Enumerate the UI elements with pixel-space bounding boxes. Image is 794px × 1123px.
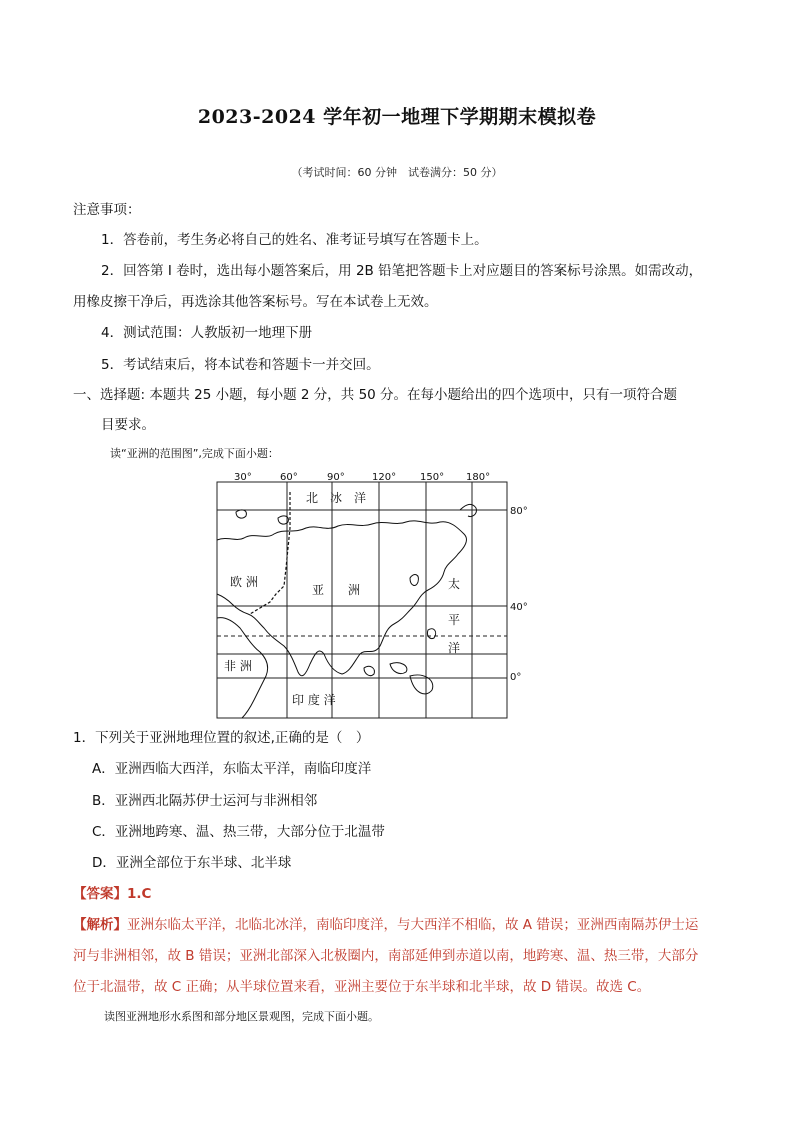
notice-item: 2．回答第 I 卷时，选出每小题答案后，用 2B 铅笔把答题卡上对应题目的答案标号涂黑。如需改动， bbox=[101, 263, 703, 279]
label-africa: 非 洲 bbox=[224, 659, 252, 673]
label-arctic-ocean: 北 冰 洋 bbox=[306, 491, 367, 505]
analysis-row bbox=[73, 913, 698, 933]
answer-row bbox=[73, 882, 151, 902]
label-indian-ocean: 印 度 洋 bbox=[292, 693, 336, 707]
notice-heading: 注意事项： bbox=[73, 202, 141, 218]
label-europe: 欧 洲 bbox=[230, 575, 258, 589]
lon-label: 90° bbox=[327, 472, 345, 483]
answer-label: 【答案】 bbox=[73, 886, 127, 902]
analysis-text: 位于北温带，故 C 正确；从半球位置来看，亚洲主要位于东半球和北半球，故 D 错误。故选 C。 bbox=[73, 979, 651, 995]
coastlines bbox=[217, 504, 476, 718]
section-heading-continued: 目要求。 bbox=[101, 417, 155, 433]
label-asia: 亚 洲 bbox=[312, 583, 361, 597]
answer-value: 1.C bbox=[127, 886, 152, 902]
next-question-intro: 读图亚洲地形水系图和部分地区景观图，完成下面小题。 bbox=[104, 1010, 379, 1023]
analysis-label: 【解析】 bbox=[73, 917, 127, 933]
option-c: C．亚洲地跨寒、温、热三带，大部分位于北温带 bbox=[92, 824, 385, 840]
lon-label: 30° bbox=[234, 472, 252, 483]
notice-item: 1．答卷前，考生务必将自己的姓名、准考证号填写在答题卡上。 bbox=[101, 232, 488, 248]
lat-label: 80° bbox=[510, 506, 528, 517]
notice-item: 4．测试范围：人教版初一地理下册 bbox=[101, 325, 313, 341]
lat-label: 0° bbox=[510, 672, 522, 683]
question-stem: 1．下列关于亚洲地理位置的叙述,正确的是（ ） bbox=[73, 730, 370, 746]
notice-item-continued: 用橡皮擦干净后，再选涂其他答案标号。写在本试卷上无效。 bbox=[73, 294, 438, 310]
option-b: B．亚洲西北隔苏伊士运河与非洲相邻 bbox=[92, 793, 318, 809]
analysis-text: 亚洲东临太平洋，北临北冰洋，南临印度洋，与大西洋不相临，故 A 错误；亚洲西南隔苏伊士运 bbox=[127, 917, 699, 933]
page-title: 2023-2024 学年初一地理下学期期末模拟卷 bbox=[197, 106, 597, 128]
exam-info: （考试时间：60 分钟 试卷满分：50 分） bbox=[291, 166, 503, 179]
lon-label: 60° bbox=[280, 472, 298, 483]
section-heading: 一、选择题: 本题共 25 小题，每小题 2 分，共 50 分。在每小题给出的四个选项中，只有一项符合题 bbox=[73, 387, 678, 403]
option-a: A．亚洲西临大西洋，东临太平洋，南临印度洋 bbox=[92, 761, 372, 777]
analysis-text: 河与非洲相邻，故 B 错误；亚洲北部深入北极圈内，南部延伸到赤道以南，地跨寒、温、热三带，大部分 bbox=[73, 948, 699, 964]
option-d: D．亚洲全部位于东半球、北半球 bbox=[92, 855, 292, 871]
lat-label: 40° bbox=[510, 602, 528, 613]
map-intro: 读“亚洲的范围图”,完成下面小题： bbox=[110, 447, 279, 460]
lon-label: 180° bbox=[466, 472, 491, 483]
notice-item: 5．考试结束后，将本试卷和答题卡一并交回。 bbox=[101, 357, 380, 373]
lon-label: 150° bbox=[420, 472, 445, 483]
label-pacific-ocean: 平 bbox=[448, 613, 461, 627]
lon-label: 120° bbox=[372, 472, 397, 483]
asia-range-map bbox=[214, 468, 534, 720]
map-grid bbox=[217, 482, 507, 718]
label-pacific-ocean: 太 bbox=[448, 577, 461, 591]
label-pacific-ocean: 洋 bbox=[448, 641, 461, 655]
